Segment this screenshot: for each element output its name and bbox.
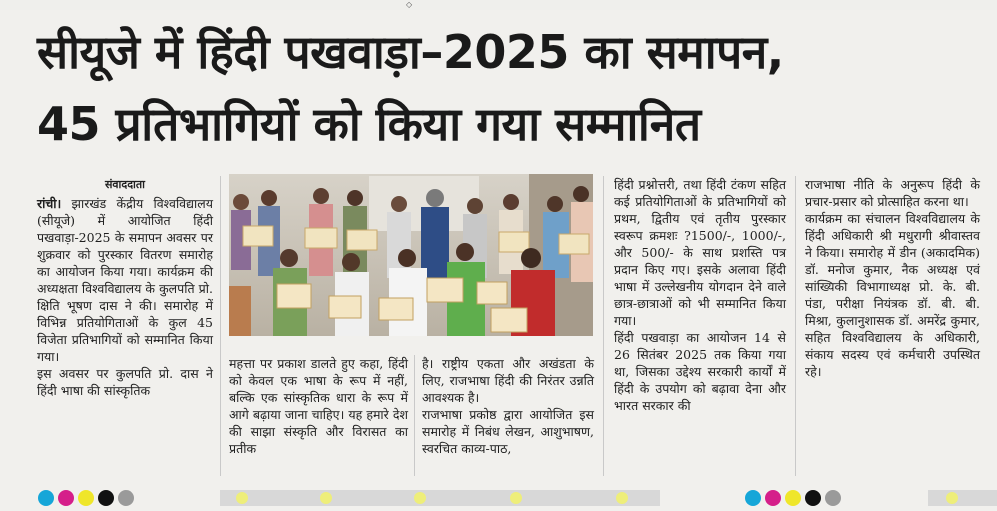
paragraph: राजभाषा प्रकोष्ठ द्वारा आयोजित इस समारोह में निबंध लेखन, आशुभाषण, स्वरचित काव्य-पाठ, [422,407,594,456]
article-column-3 [422,355,594,457]
registration-bead-icon [236,492,248,504]
magenta-swatch-icon [765,490,781,506]
paragraph: राजभाषा नीति के अनुरूप हिंदी के प्रचार-प्रसार को प्रोत्साहित करना था। [805,177,980,209]
event-photo [229,174,593,336]
dateline: रांची। [37,196,62,211]
yellow-swatch-icon [78,490,94,506]
registration-bead-icon [946,492,958,504]
headline-line-1: सीयूजे में हिंदी पखवाड़ा–2025 का समापन, [37,25,784,79]
paragraph: है। राष्ट्रीय एकता और अखंडता के लिए, राजभाषा हिंदी की निरंतर उन्नति आवश्यक है। [422,356,594,405]
registration-bead-icon [414,492,426,504]
paragraph [37,195,213,365]
column-rule [603,176,604,476]
paragraph: महत्ता पर प्रकाश डालते हुए कहा, हिंदी को केवल एक भाषा के रूप में नहीं, बल्कि एक सांस्कृतिक धारा के रूप में आगे बढ़ाया जाना चाहिए। यह हमारे देश की साझा संस्कृति और विरासत का प्रतीक [229,356,408,456]
registration-bar [928,490,997,506]
paragraph: कार्यक्रम का संचालन विश्वविद्यालय के हिंदी अधिकारी श्री मधुरागी श्रीवास्तव ने किया। समारोह में डीन (अकादमिक) डॉ. मनोज कुमार, नैक अध्यक्ष एवं सांख्यिकी विभागाध्यक्ष प्रो. के. बी. पंडा, परीक्षा नियंत्रक डॉ. बी. बी. मिश्रा, कुलानुशासक डॉ. अमरेंद्र कुमार, सहित विश्वविद्यालय के अधिकारी, संकाय सदस्य एवं कर्मचारी उपस्थित रहे। [805,211,980,379]
cyan-swatch-icon [38,490,54,506]
gray-swatch-icon [825,490,841,506]
paragraph-text: झारखंड केंद्रीय विश्वविद्यालय (सीयूजे) में आयोजित हिंदी पखवाड़ा-2025 के समापन अवसर पर शुक्रवार को पुरस्कार वितरण समारोह का आयोजन किया गया। कार्यक्रम की अध्यक्षता विश्वविद्यालय के कुलपति प्रो. क्षिति भूषण दास ने की। समारोह में विभिन्न प्रतियोगिताओं के कुल 45 विजेता प्रतिभागियों को सम्मानित किया गया। [37,196,213,364]
registration-bar [220,490,660,506]
article-column-2 [229,355,408,457]
registration-bead-icon [616,492,628,504]
column-rule [414,355,415,476]
magenta-swatch-icon [58,490,74,506]
registration-bead-icon [320,492,332,504]
black-swatch-icon [805,490,821,506]
byline: संवाददाता [104,178,146,191]
top-strip [0,0,997,10]
paragraph: हिंदी प्रश्नोत्तरी, तथा हिंदी टंकण सहित कई प्रतियोगिताओं के प्रतिभागियों को प्रथम, द्वितीय एवं तृतीय पुरस्कार स्वरूप क्रमशः ?1500/-, 1000/-, और 500/- के साथ प्रशस्ति पत्र प्रदान किए गए। इसके अलावा हिंदी भाषा में उल्लेखनीय योगदान देने वाले छात्र-छात्राओं को भी सम्मानित किया गया। [614,177,786,328]
gray-swatch-icon [118,490,134,506]
column-rule [795,176,796,476]
headline-line-2: 45 प्रतिभागियों को किया गया सम्मानित [37,97,701,151]
yellow-swatch-icon [785,490,801,506]
paragraph: इस अवसर पर कुलपति प्रो. दास ने हिंदी भाषा की सांस्कृतिक [37,366,213,398]
award-ceremony-photo [229,174,593,336]
cyan-swatch-icon [745,490,761,506]
registration-bead-icon [510,492,522,504]
paragraph: हिंदी पखवाड़ा का आयोजन 14 से 26 सितंबर 2025 तक किया गया था, जिसका उद्देश्य सरकारी कार्यों में हिंदी के उपयोग को बढ़ावा देना और भारत सरकार की [614,330,786,413]
article-column-5 [805,176,980,380]
column-rule [220,176,221,476]
article-column-1 [37,176,213,399]
black-swatch-icon [98,490,114,506]
registration-mark-icon: ◇ [406,0,413,9]
article-column-4 [614,176,786,414]
